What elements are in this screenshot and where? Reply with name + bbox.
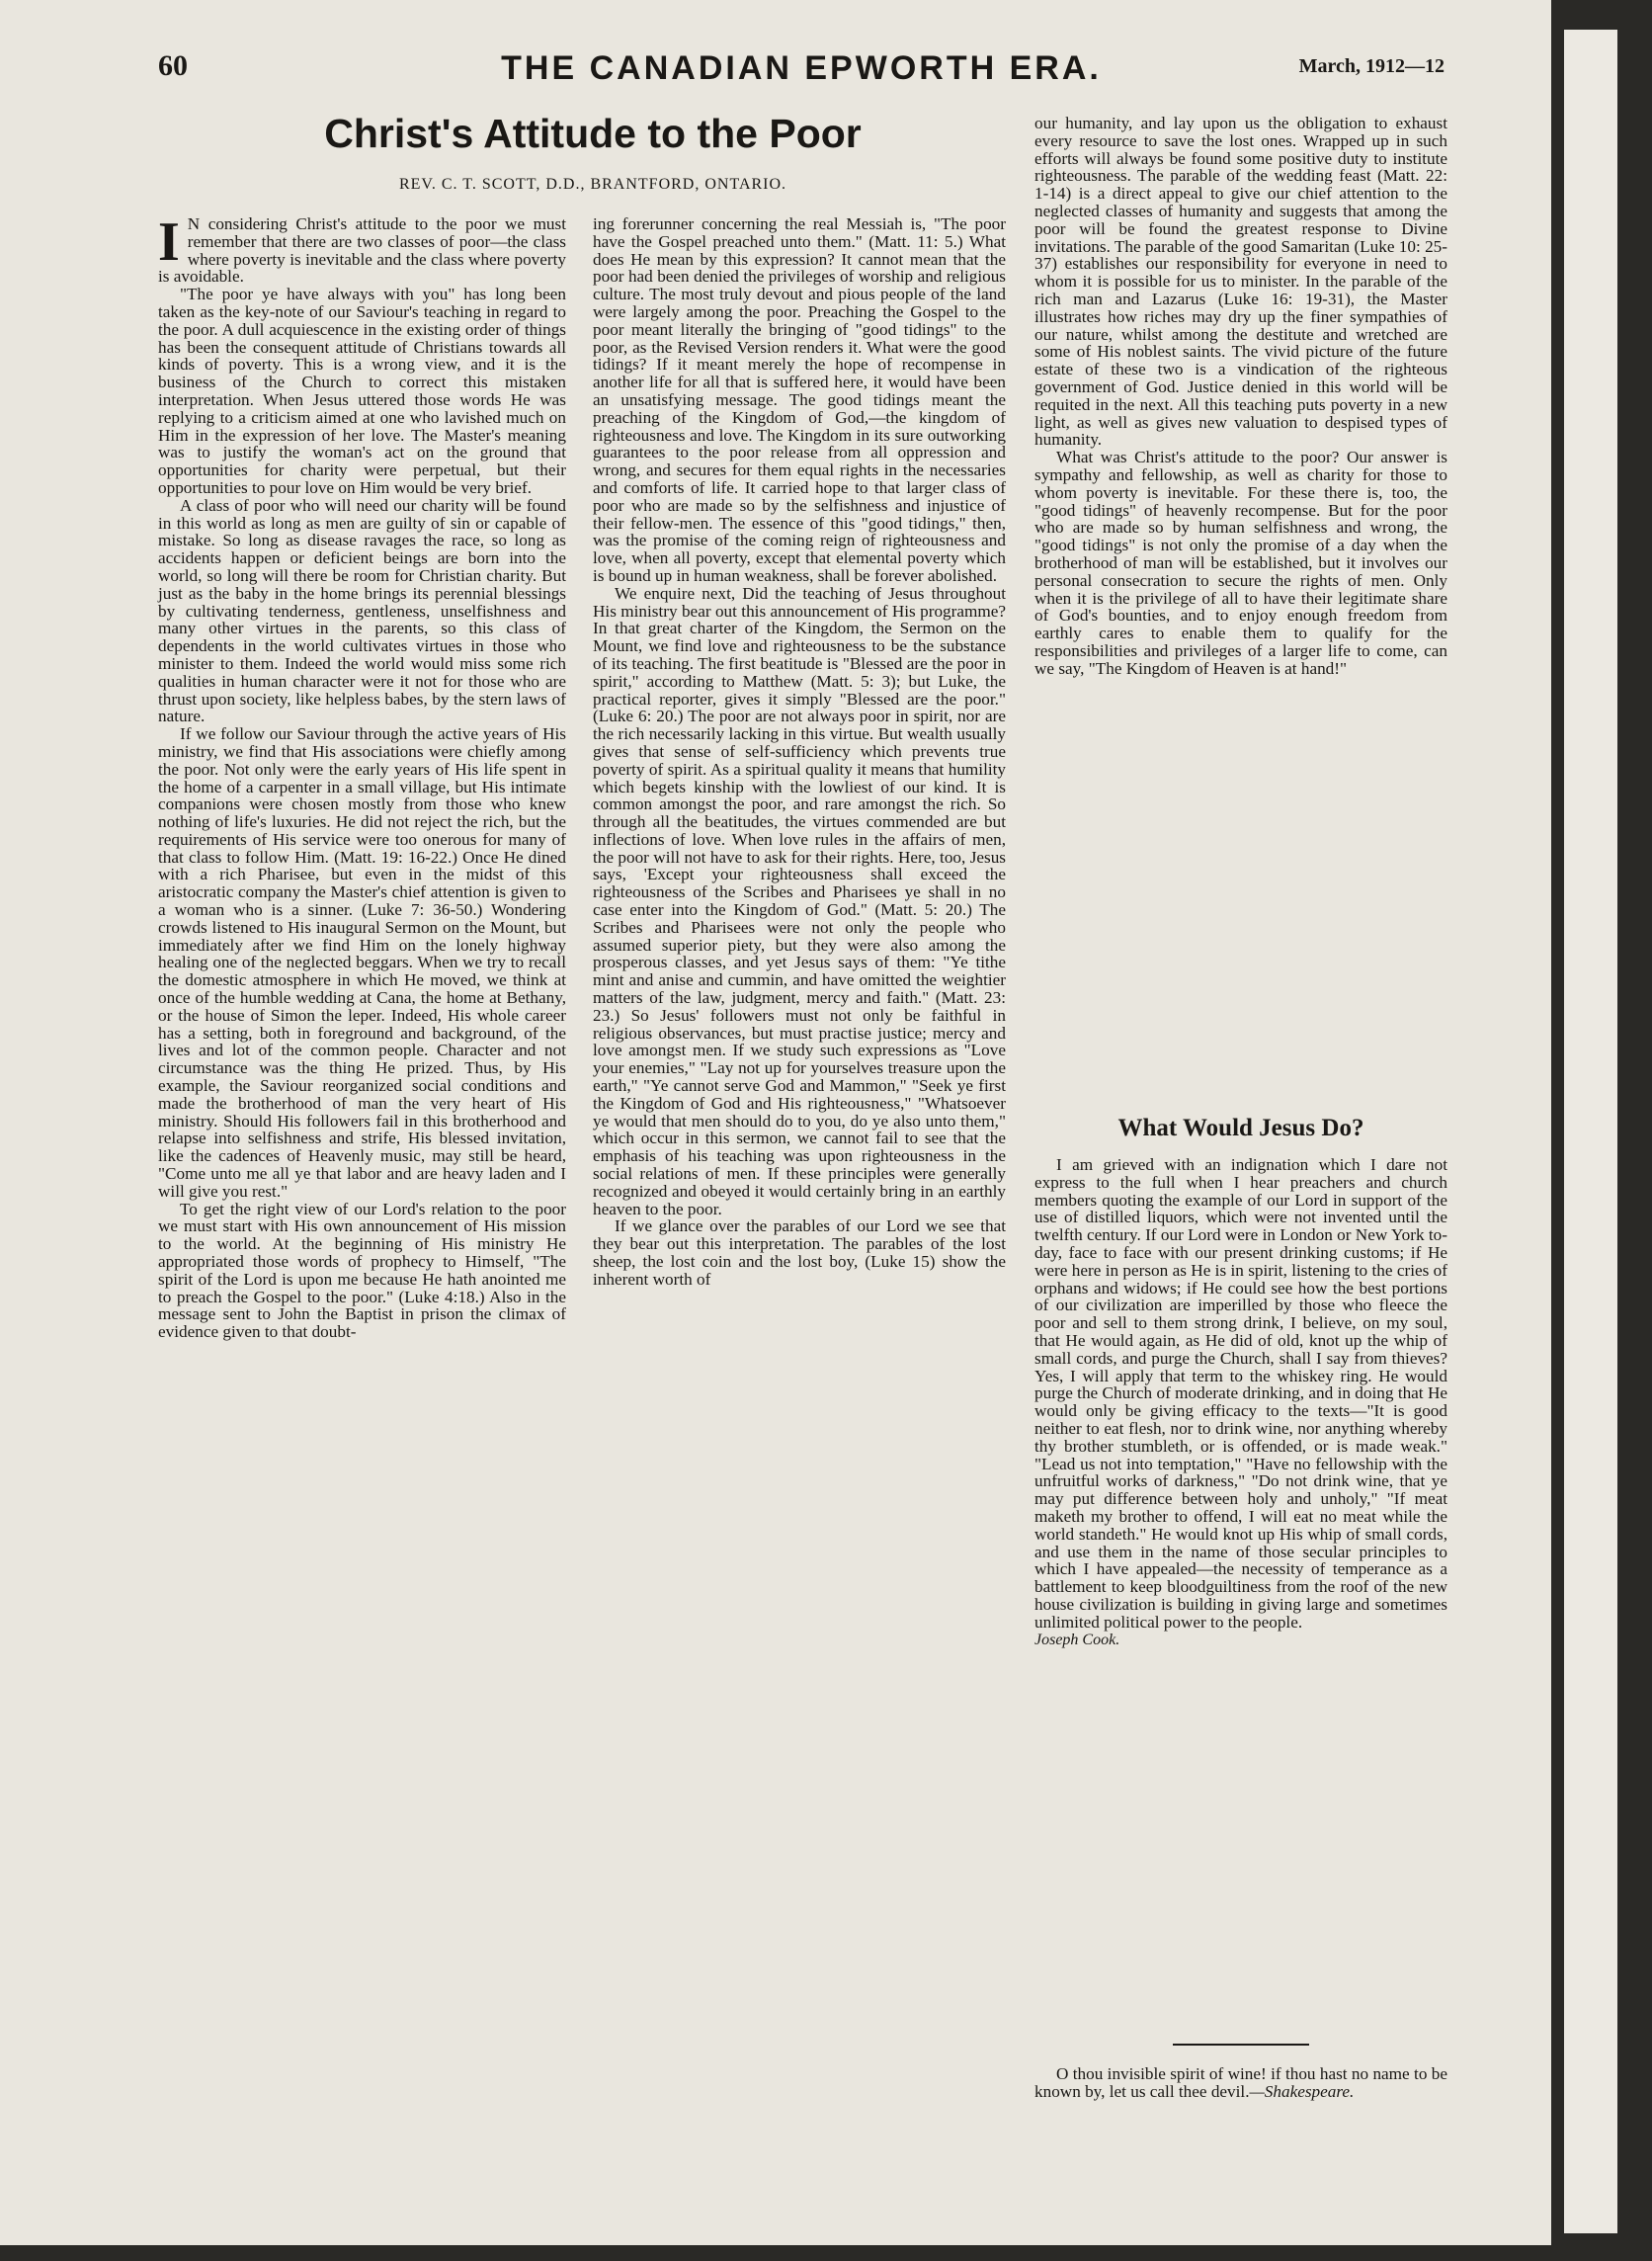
article-paragraph: To get the right view of our Lord's relation to the poor we must start with His own announcement of His mission to the world. At the beginning of His ministry He appropriated those words of prophecy to Himself, "The spirit of the Lord is upon me because He hath anointed me to preach the Gospel to the poor." (Luke 4:18.) Also in the message sent to John the Baptist in prison the climax of evidence given to that doubt-	[158, 1199, 566, 1342]
article-paragraph: ing forerunner concerning the real Messiah is, "The poor have the Gospel preached unto them." (Matt. 11: 5.) What does He mean by this expression? It cannot mean that the poor had been denied the privileges of worship and religious culture. The most truly devout and pious people of the land were largely among the poor. Preaching the Gospel to the poor meant literally the bringing of "good tidings" to the poor, as the Revised Version renders it. What were the good tidings? If it meant merely the hope of recompense in another life for all that is suffered here, it would have been an unsatisfying message. The good tidings meant the preaching of the Kingdom of God,—the kingdom of righteousness and love. The Kingdom in its sure outworking guarantees to the poor release from all oppression and wrong, and secures for them equal rights in the necessaries and comforts of life. It carried hope to that larger class of poor who are made so by the selfishness and injustice of their fellow-men. The essence of this "good tidings," then, was the promise of the coming reign of righteousness and love, when all poverty, except that elemental poverty which is bound up in human weakness, shall be forever abolished.	[593, 214, 1006, 585]
sidebar-signature: Joseph Cook.	[1034, 1631, 1120, 1648]
article-column-2	[593, 215, 1006, 2137]
article-paragraph: our humanity, and lay upon us the obligation to exhaust every resource to save the lost ones. Wrapped up in such efforts will always be found some positive duty to institute righteousness. The parable of the wedding feast (Matt. 22: 1-14) is a direct appeal to give our chief attention to the neglected classes of humanity and suggests that among the poor will be found the greatest response to Divine invitations. The parable of the good Samaritan (Luke 10: 25-37) establishes our responsibility for everyone in need to whom it is possible for us to minister. In the parable of the rich man and Lazarus (Luke 16: 19-31), the Master illustrates how riches may dry up the finer sympathies of our nature, whilst among the destitute and wretched are some of His noblest saints. The vivid picture of the future estate of these two is a vindication of the righteous government of God. Justice denied in this world will be requited in the next. All this teaching puts poverty in a new light, as well as gives new valuation to despised types of humanity.	[1034, 114, 1447, 450]
article-paragraph: If we glance over the parables of our Lord we see that they bear out this interpretation. The parables of the lost sheep, the lost coin and the lost boy, (Luke 15) show the inherent worth of	[593, 1216, 1006, 1289]
quote-paragraph	[1034, 2065, 1447, 2101]
sidebar-paragraph: I am grieved with an indignation which I dare not express to the full when I hear preachers and church members quoting the example of our Lord in support of the use of distilled liquors, which were not invented until the twelfth century. If our Lord were in London or New York to-day, face to face with our present drinking customs; if He were here in person as He is in spirit, listening to the cries of orphans and widows; if He could see how the best portions of our civilization are imperilled by those who fleece the poor and sell to them strong drink, I believe, on my soul, that He would again, as He did of old, knot up the whip of small cords, and purge the Church, shall I say from thieves? Yes, I will apply that term to the whiskey ring. He would purge the Church of moderate drinking, and in doing that He would only be giving efficacy to the texts—"It is good neither to eat flesh, nor to drink wine, nor anything whereby thy brother stumbleth, or is offended, or is made weak." "Lead us not into temptation," "Have no fellowship with the unfruitful works of darkness," "Do not drink wine, that ye may put difference between holy and unholy," "If meat maketh my brother to offend, I will eat no meat while the world standeth." He would knot up His whip of small cords, and use them in the name of those secular principles to which I have appealed—the necessity of temperance as a battlement to keep bloodguiltiness from the roof of the new house civilization is building in giving large and sometimes unlimited political power to the people.	[1034, 1155, 1447, 1632]
article-paragraph: A class of poor who will need our charity will be found in this world as long as men are guilty of sin or capable of mistake. So long as disease ravages the race, so long as accidents happen or deficient beings are born into the world, so long will there be room for Christian charity. But just as the baby in the home brings its perennial blessings by cultivating tenderness, gentleness, unselfishness and many other virtues in the parents, so this class of dependents in the world cultivates virtues in those who minister to them. Indeed the world would miss some rich qualities in human character were it not for those who are thrust upon society, like helpless babes, by the stern laws of nature.	[158, 495, 566, 726]
article-paragraph: "The poor ye have always with you" has long been taken as the key-note of our Saviour's teaching in regard to the poor. A dull acquiescence in the existing order of things has been the consequent attitude of Christians towards all kinds of poverty. This is a wrong view, and it is the business of the Church to correct this mistaken interpretation. When Jesus uttered those words He was replying to a criticism aimed at one who lavished much on Him in the expression of her love. The Master's meaning was to justify the woman's act on the ground that opportunities for charity were perpetual, but their opportunities to pour love on Him would be very brief.	[158, 285, 566, 497]
article-title: Christ's Attitude to the Poor	[324, 111, 862, 156]
page-number: 60	[158, 49, 188, 82]
article-column-3	[1034, 115, 1447, 1073]
scan-border-bottom	[0, 2245, 1652, 2261]
article-paragraph: If we follow our Saviour through the active years of His ministry, we find that His associations were chiefly among the poor. Not only were the early years of His life spent in the home of a carpenter in a small village, but His intimate companions were chosen mostly from those who knew nothing of life's luxuries. He did not reject the rich, but the requirements of His service were too onerous for many of that class to follow Him. (Matt. 19: 16-22.) Once He dined with a rich Pharisee, but even in the midst of this aristocratic company the Master's chief attention is given to a woman who is a sinner. (Luke 7: 36-50.) Wondering crowds listened to His inaugural Sermon on the Mount, but immediately after we find Him on the lonely highway healing one of the neglected beggars. When we try to recall the domestic atmosphere in which He moved, we think at once of the humble wedding at Cana, the home at Bethany, or the house of Simon the leper. Indeed, His whole career has a setting, both in foreground and background, of the lives and lot of the common people. Character and not circumstance was the thing He prized. Thus, by His example, the Saviour reorganized social conditions and made the brotherhood of man the very heart of His ministry. Should His followers fail in this brotherhood and relapse into selfishness and strife, His blessed invitation, like the cadences of Heavenly music, may still be heard, "Come unto me all ye that labor and are heavy laden and I will give you rest."	[158, 724, 566, 1201]
sidebar-title: What Would Jesus Do?	[1117, 1115, 1364, 1141]
quote-attribution: —Shakespeare.	[1249, 2081, 1355, 2101]
magazine-title: THE CANADIAN EPWORTH ERA.	[501, 49, 1102, 87]
drop-cap: I	[158, 211, 180, 273]
article-paragraph: I N considering Christ's attitude to the poor we must remember that there are two classes of poor—the class where poverty is inevitable and the class where poverty is avoidable.	[158, 211, 566, 287]
section-divider	[1173, 2044, 1309, 2046]
next-page-edge	[1564, 30, 1617, 2233]
quote-text: O thou invisible spirit of wine! if thou hast no name to be known by, let us call thee devil.	[1034, 2064, 1447, 2101]
article-paragraph: We enquire next, Did the teaching of Jesus throughout His ministry bear out this announcement of His programme? In that great charter of the Kingdom, the Sermon on the Mount, we find love and righteousness to be the substance of its teaching. The first beatitude is "Blessed are the poor in spirit," according to Matthew (Matt. 5: 3); but Luke, the practical reporter, gives it simply "Blessed are the poor." (Luke 6: 20.) The poor are not always poor in spirit, nor are the rich necessarily lacking in this virtue. But wealth usually gives that sense of self-sufficiency which prevents true poverty of spirit. As a spiritual quality it means that humility which begets kinship with the lowliest of our kind. It is common amongst the poor, and rare amongst the rich. So through all the beatitudes, the virtues commended are but inflections of love. When love rules in the affairs of men, the poor will not have to ask for their rights. Here, too, Jesus says, 'Except your righteousness shall exceed the righteousness of the Scribes and Pharisees ye shall in no case enter into the Kingdom of God." (Matt. 5: 20.) The Scribes and Pharisees were not only the people who assumed superior piety, but they were also among the prosperous classes, and yet Jesus says of them: "Ye tithe mint and anise and cummin, and have omitted the weightier matters of the law, judgment, mercy and faith." (Matt. 23: 23.) So Jesus' followers must not only be faithful in religious observances, but must practise justice; mercy and love amongst men. If we study such expressions as "Love your enemies," "Lay not up for yourselves treasure upon the earth," "Ye cannot serve God and Mammon," "Seek ye first the Kingdom of God and His righteousness," "Whatsoever ye would that men should do to you, do ye also unto them," which occur in this sermon, we cannot fail to see that the emphasis of his teaching was upon righteousness in the social relations of men. If these principles were generally recognized and obeyed it would certainly bring in an earthly heaven to the poor.	[593, 583, 1006, 1218]
sidebar-body	[1034, 1156, 1447, 2006]
article-byline: REV. C. T. SCOTT, D.D., BRANTFORD, ONTARIO.	[398, 176, 787, 193]
closing-quote	[1034, 2065, 1447, 2144]
issue-date: March, 1912—12	[1298, 55, 1445, 77]
article-paragraph: What was Christ's attitude to the poor? Our answer is sympathy and fellowship, as well as charity for those to whom poverty is inevitable. For these there is, too, the "good tidings" of heavenly recompense. But for the poor who are made so by human selfishness and wrong, the "good tidings" is not only the promise of a day when the brotherhood of man will be established, but it involves our personal consecration to secure the rights of men. Only when it is the privilege of all to have their legitimate share of God's bounties, and to enjoy enough freedom from earthly cares to enable them to qualify for the responsibilities and privileges of a larger life to come, can we say, "The Kingdom of Heaven is at hand!"	[1034, 448, 1447, 678]
running-head	[158, 49, 1445, 93]
article-column-1	[158, 211, 566, 2137]
